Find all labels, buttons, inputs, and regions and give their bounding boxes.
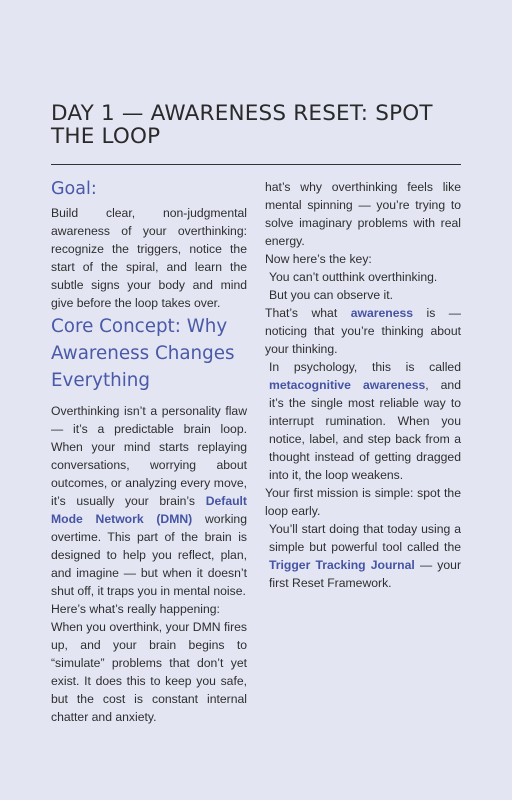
right-paragraph-5 — [265, 304, 461, 358]
right-p5-text-b: is — noticing that you’re thinking about your thinking. — [265, 306, 461, 356]
core-concept-heading: Core Concept: Why Awareness Changes Everything — [51, 316, 235, 391]
right-column — [265, 178, 461, 592]
awareness-highlight: awareness — [350, 306, 414, 320]
core-paragraph-3: When you overthink, your DMN fires up, and your brain begins to “simulate” problems that don’t yet exist. It does this to keep you safe, but the cost is constant internal chatter and anxiety. — [51, 620, 247, 724]
right-paragraph-7: Your first mission is simple: spot the loop early. — [265, 486, 461, 518]
core-p1-text-b: working overtime. This part of the brain is designed to help you reflect, plan, and imagine — but when it doesn’t shut off, it traps you in mental noise. — [51, 512, 247, 598]
title-divider — [51, 164, 461, 165]
goal-text: Build clear, non-judgmental awareness of your overthinking: recognize the triggers, notice the start of the spiral, and learn the subtle signs your body and mind give before the loop takes over. — [51, 206, 247, 310]
dmn-highlight: Default Mode Network (DMN) — [51, 494, 247, 526]
right-paragraph-3: You can’t outthink overthinking. — [269, 270, 438, 284]
core-paragraph-1 — [51, 402, 247, 600]
right-p6-text-b: , and it’s the single most reliable way to interrupt rumination. When you notice, label, and step back from a thought instead of getting dragged into it, the loop weakens. — [269, 378, 461, 482]
left-column — [51, 178, 247, 726]
right-p8-text-a: You’ll start doing that today using a simple but powerful tool called the — [269, 522, 461, 554]
right-paragraph-8 — [265, 520, 461, 592]
core-p1-text-a: Overthinking isn’t a personality flaw — it’s a predictable brain loop. When your mind starts replaying conversations, worrying about outcomes, or analyzing every move, it’s usually your brain’s — [51, 404, 247, 508]
page-title: DAY 1 — AWARENESS RESET: SPOT THE LOOP — [51, 101, 433, 149]
right-p5-text-a: That’s what — [265, 306, 351, 320]
core-paragraph-2: Here’s what’s really happening: — [51, 602, 220, 616]
metacognitive-highlight: metacognitive awareness — [269, 378, 426, 392]
goal-heading: Goal: — [51, 179, 97, 199]
right-paragraph-1: hat’s why overthinking feels like mental spinning — you’re trying to solve imaginary problems with real energy. — [265, 180, 461, 248]
right-p6-text-a: In psychology, this is called — [269, 360, 461, 374]
right-paragraph-4: But you can observe it. — [269, 288, 393, 302]
trigger-journal-highlight: Trigger Tracking Journal — [269, 558, 415, 572]
right-p8-text-b: — your first Reset Framework. — [269, 558, 461, 590]
right-paragraph-6 — [265, 358, 461, 484]
right-paragraph-2: Now here’s the key: — [265, 252, 372, 266]
